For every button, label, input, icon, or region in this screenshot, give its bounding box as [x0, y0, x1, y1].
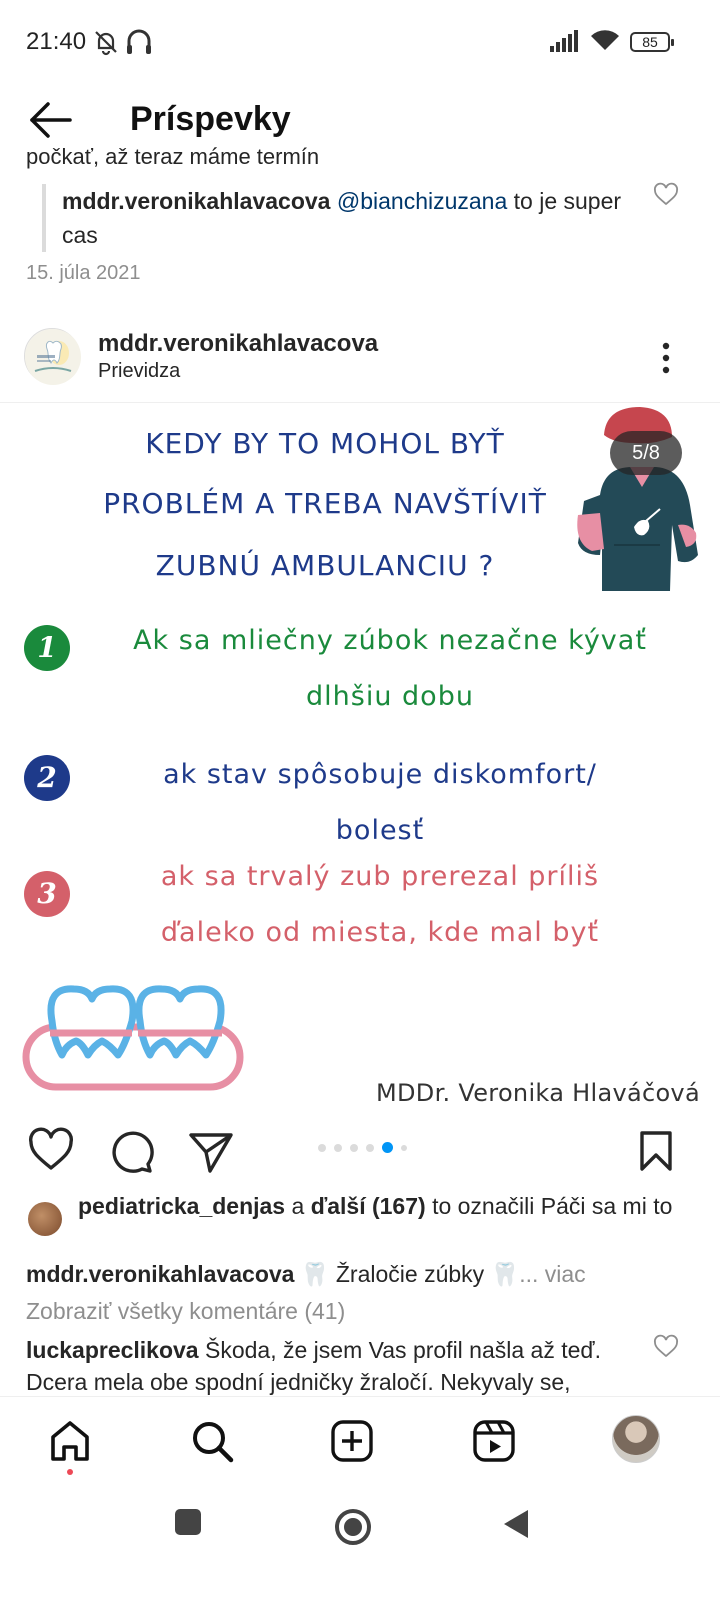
home-circle-icon[interactable]: [334, 1508, 372, 1551]
bottom-navigation: [0, 1396, 720, 1488]
carousel-dot: [366, 1144, 374, 1152]
image-title-line-1: KEDY BY TO MOHOL BYŤ: [145, 427, 505, 460]
caption-text: 🦷 Žraločie zúbky 🦷: [300, 1261, 520, 1287]
item-number-1: 1: [24, 625, 70, 671]
comment-icon[interactable]: [108, 1130, 154, 1179]
carousel-dots: [318, 1142, 407, 1153]
status-time: 21:40: [26, 28, 87, 55]
bell-off-icon: [92, 28, 120, 61]
image-title-line-2: PROBLÉM A TREBA NAVŠTÍVIŤ: [103, 487, 547, 520]
back-arrow-icon[interactable]: [28, 100, 72, 145]
view-all-comments-link[interactable]: Zobraziť všetky komentáre (41): [26, 1298, 346, 1324]
liker-avatar[interactable]: [28, 1202, 62, 1236]
heart-icon[interactable]: [654, 184, 678, 211]
item-3-line-2: ďaleko od miesta, kde mal byť: [160, 917, 600, 948]
bookmark-icon[interactable]: [638, 1130, 674, 1177]
item-number-3: 3: [24, 871, 70, 917]
headphones-icon: [126, 28, 152, 61]
avatar[interactable]: [24, 328, 80, 384]
share-icon[interactable]: [188, 1130, 234, 1179]
page-title: Príspevky: [130, 100, 291, 138]
teeth-illustration: [22, 981, 246, 1095]
reply-text: to je super cas: [62, 188, 622, 248]
comment-username[interactable]: luckapreclikova: [26, 1337, 199, 1363]
comment-text: Škoda, že jsem Vas profil našla až teď. Dcera mela obe spodní jedničky žraločí. Nekyvaly se,: [26, 1337, 601, 1395]
post-username[interactable]: mddr.veronikahlavacova: [98, 330, 379, 357]
carousel-dot: [318, 1144, 326, 1152]
search-icon[interactable]: [190, 1419, 234, 1468]
post-location[interactable]: Prievidza: [98, 360, 181, 382]
caption-username[interactable]: mddr.veronikahlavacova: [26, 1261, 295, 1287]
reels-icon[interactable]: [472, 1419, 516, 1468]
battery-icon: 85: [630, 32, 670, 52]
reply-username[interactable]: mddr.veronikahlavacova: [62, 188, 331, 214]
comment-preview: [26, 1334, 646, 1396]
system-navigation: [0, 1488, 720, 1600]
back-triangle-icon[interactable]: [502, 1508, 530, 1545]
recents-icon[interactable]: [174, 1508, 202, 1541]
liker-username[interactable]: pediatricka_denjas: [78, 1193, 286, 1219]
post-caption: [26, 1258, 706, 1290]
carousel-dot: [334, 1144, 342, 1152]
post-header: [0, 318, 720, 402]
reply-mention[interactable]: @bianchizuzana: [336, 188, 508, 214]
heart-icon[interactable]: [654, 1336, 678, 1363]
item-3-line-1: ak sa trvalý zub prerezal príliš: [160, 861, 600, 892]
carousel-dot-active: [382, 1142, 393, 1153]
likes-summary[interactable]: [78, 1190, 678, 1222]
cut-comment-text: počkať, až teraz máme termín: [26, 144, 320, 169]
image-title-line-3: ZUBNÚ AMBULANCIU ?: [155, 549, 495, 582]
likes-connector: a: [291, 1193, 305, 1219]
add-post-icon[interactable]: [330, 1419, 374, 1468]
wifi-icon: [590, 28, 620, 57]
likes-suffix: to označili Páči sa mi to: [432, 1193, 673, 1219]
post-image[interactable]: [0, 402, 720, 1122]
heart-icon[interactable]: [28, 1130, 74, 1177]
comment-date: 15. júla 2021: [26, 262, 141, 284]
status-bar: [0, 0, 720, 84]
post-actions: [0, 1122, 720, 1178]
carousel-dot: [401, 1145, 407, 1151]
item-2-line-1: ak stav spôsobuje diskomfort/: [163, 759, 597, 790]
item-1-line-2: dlhšiu dobu: [306, 681, 474, 712]
likes-count[interactable]: ďalší (167): [310, 1193, 426, 1219]
item-2-line-2: bolesť: [335, 815, 425, 846]
item-number-2: 2: [24, 755, 70, 801]
notification-dot: [67, 1469, 73, 1475]
signal-icon: [550, 30, 582, 57]
image-signature: MDDr. Veronika Hlaváčová: [376, 1079, 700, 1107]
item-1-line-1: Ak sa mliečny zúbok nezačne kývať: [133, 625, 647, 656]
home-icon[interactable]: [48, 1419, 92, 1468]
comment-reply: [42, 184, 622, 252]
more-options-icon[interactable]: [660, 340, 672, 381]
carousel-dot: [350, 1144, 358, 1152]
caption-more-link[interactable]: ... viac: [519, 1261, 586, 1287]
carousel-counter: 5/8: [610, 431, 682, 475]
profile-avatar[interactable]: [612, 1415, 660, 1463]
